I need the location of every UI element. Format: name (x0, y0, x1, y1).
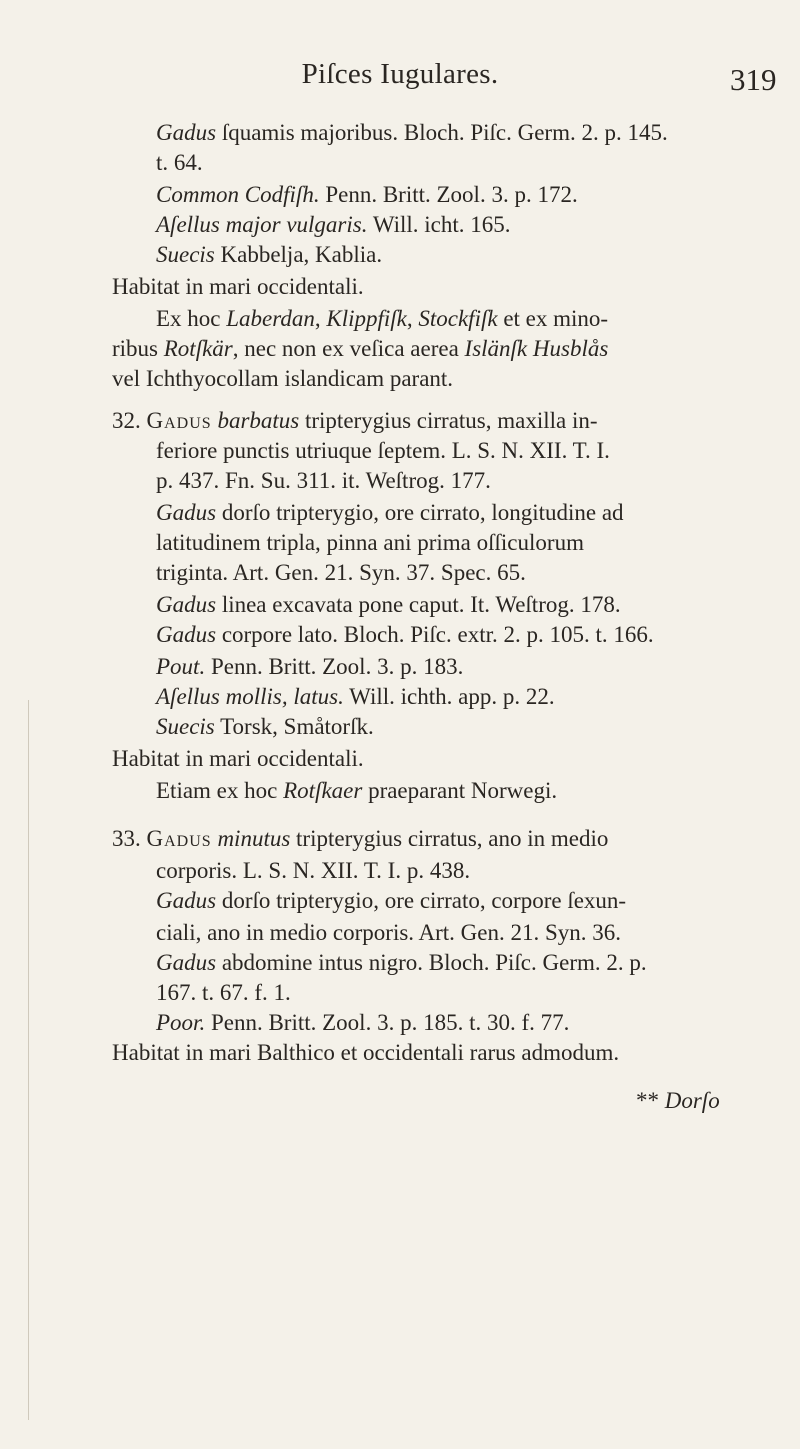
text-segment: latitudinem tripla, pinna ani prima oſſiculorum (156, 530, 584, 555)
text-line (156, 1008, 569, 1038)
italic-text: Gadus (156, 950, 217, 975)
text-line (156, 590, 621, 620)
text-line (156, 712, 374, 742)
text-segment: Will. icht. 165. (367, 212, 511, 237)
small-caps-text: Gadus (146, 408, 212, 433)
text-segment: ** (636, 1088, 665, 1113)
text-segment: p. 437. Fn. Su. 311. it. Weſtrog. 177. (156, 468, 491, 493)
text-segment: tripterygius cirratus, maxilla in- (299, 408, 598, 433)
text-line (112, 272, 364, 302)
italic-text: minutus (217, 826, 291, 851)
text-segment: et ex mino- (497, 306, 609, 331)
text-segment: Kabbelja, Kablia. (214, 242, 383, 267)
text-line (112, 744, 364, 774)
italic-text: Suecis (156, 242, 215, 267)
text-segment: , (406, 306, 419, 331)
text-segment: Torsk, Småtorſk. (214, 714, 374, 739)
italic-text: Klippfiſk (326, 306, 407, 331)
italic-text: Gadus (156, 120, 217, 145)
small-caps-text: Gadus (146, 826, 212, 851)
text-line (156, 148, 203, 178)
italic-text: Rotſkär (163, 336, 233, 361)
text-segment: vel Ichthyocollam islandicam parant. (112, 366, 454, 391)
text-segment: t. 64. (156, 150, 203, 175)
text-line (636, 1086, 720, 1116)
text-line (156, 886, 626, 916)
text-segment: dorſo tripterygio, ore cirrato, longitudine ad (216, 500, 624, 525)
text-segment: abdomine intus nigro. Bloch. Piſc. Germ. 2. p. (216, 950, 647, 975)
text-segment: Etiam ex hoc (156, 778, 284, 803)
text-segment: Habitat in mari occidentali. (112, 274, 364, 299)
italic-text: Gadus (156, 500, 217, 525)
italic-text: Pout. (156, 654, 206, 679)
text-line (156, 436, 610, 466)
text-line (156, 776, 557, 806)
text-segment: , (314, 306, 327, 331)
running-title: Piſces Iugulares. (301, 58, 499, 90)
text-segment: praeparant Norwegi. (362, 778, 558, 803)
text-segment: Ex hoc (156, 306, 227, 331)
italic-text: barbatus (217, 408, 300, 433)
text-line (156, 652, 463, 682)
text-segment: feriore punctis utriuque ſeptem. L. S. N. XII. T. I. (156, 438, 610, 463)
text-line (156, 620, 654, 650)
text-line (156, 978, 291, 1008)
text-segment: , nec non ex veſica aerea (232, 336, 465, 361)
page-edge-shadow (28, 700, 29, 1420)
italic-text: Gadus (156, 888, 217, 913)
text-segment: 33. (112, 826, 147, 851)
italic-text: Dorſo (664, 1088, 720, 1113)
text-line (156, 682, 555, 712)
text-line (156, 558, 526, 588)
text-line (156, 856, 470, 886)
text-line (112, 364, 453, 394)
text-segment: linea excavata pone caput. It. Weſtrog. 178. (216, 592, 621, 617)
text-segment: dorſo tripterygio, ore cirrato, corpore ſexun- (216, 888, 627, 913)
text-segment: Habitat in mari occidentali. (112, 746, 364, 771)
text-segment: ribus (112, 336, 164, 361)
text-segment: ciali, ano in medio corporis. Art. Gen. 21. Syn. 36. (156, 920, 622, 945)
text-line (112, 406, 598, 436)
text-segment: corporis. L. S. N. XII. T. I. p. 438. (156, 858, 471, 883)
text-segment: Penn. Britt. Zool. 3. p. 185. t. 30. f. 77. (205, 1010, 570, 1035)
italic-text: Gadus (156, 592, 217, 617)
text-line (156, 180, 578, 210)
text-segment: tripterygius cirratus, ano in medio (290, 826, 609, 851)
italic-text: Common Codfiſh. (156, 182, 320, 207)
text-segment: 167. t. 67. f. 1. (156, 980, 291, 1005)
text-segment: Penn. Britt. Zool. 3. p. 183. (205, 654, 464, 679)
italic-text: Laberdan (226, 306, 315, 331)
text-segment: Will. ichth. app. p. 22. (343, 684, 555, 709)
text-line (156, 466, 491, 496)
italic-text: Stockfiſk (418, 306, 498, 331)
text-segment: triginta. Art. Gen. 21. Syn. 37. Spec. 65. (156, 560, 526, 585)
italic-text: Rotſkaer (283, 778, 363, 803)
text-segment: corpore lato. Bloch. Piſc. extr. 2. p. 105. t. 166. (216, 622, 654, 647)
text-line (156, 498, 624, 528)
page-number: 319 (730, 62, 777, 97)
text-line (112, 824, 608, 854)
italic-text: Aſellus major vulgaris. (156, 212, 368, 237)
italic-text: Islänſk Husblås (464, 336, 609, 361)
text-line (156, 118, 668, 148)
text-line (112, 1038, 619, 1068)
text-line (156, 918, 621, 948)
text-line (156, 304, 608, 334)
italic-text: Poor. (156, 1010, 206, 1035)
text-line (156, 240, 382, 270)
italic-text: Suecis (156, 714, 215, 739)
text-line (156, 210, 511, 240)
text-segment: Habitat in mari Balthico et occidentali rarus admodum. (112, 1040, 620, 1065)
text-segment: ſquamis majoribus. Bloch. Piſc. Germ. 2. p. 145. (216, 120, 668, 145)
italic-text: Aſellus mollis, latus. (156, 684, 344, 709)
italic-text: Gadus (156, 622, 217, 647)
text-line (156, 528, 584, 558)
text-line (112, 334, 608, 364)
text-line (156, 948, 647, 978)
text-segment: Penn. Britt. Zool. 3. p. 172. (319, 182, 578, 207)
text-segment: 32. (112, 408, 147, 433)
